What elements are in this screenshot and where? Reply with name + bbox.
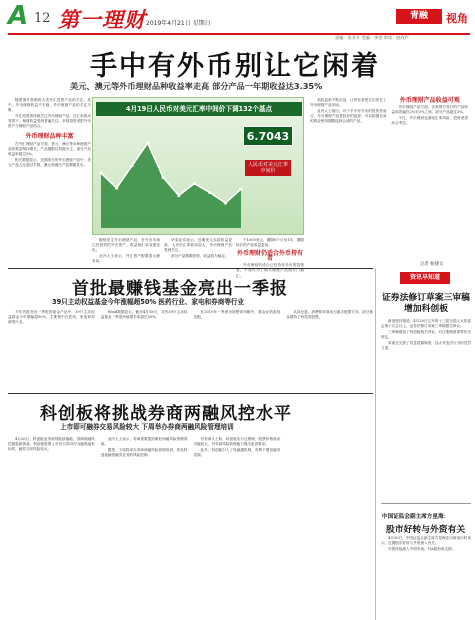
sidebar-item2-head: 股市好转与外资有关 [386, 525, 466, 535]
story2-headline: 首批最赚钱基金亮出一季报 [72, 279, 288, 299]
rate-point-8 [224, 201, 227, 204]
sidebar-item1-head: 证券法修订草案三审稿增加科创板 [382, 293, 470, 314]
rate-point-5 [177, 194, 180, 197]
exchange-rate-chart [92, 97, 304, 235]
sub-label-2: 外币理财产品收益可观 [399, 97, 460, 104]
paper-name: 第一理财 [58, 8, 146, 32]
editors-line: 责编：张亚升 美编：李莹 审读：赵欣严 [335, 35, 409, 40]
lead-col-a: 顺势发生外币理财产品，在外币市场已经投资的外币资产，收益和汇率双重变化。 业内人士表示，外汇资产配置需合理布局。 [92, 238, 160, 264]
sidebar-item2-body: 4月20日，中国证监会副主席方星海在出席论坛时表示，近期股市好转与外资流入有关。 外资持续流入中国市场，对A股形成支撑。 [381, 536, 471, 552]
lead-col-c: 于1000美元，期限6个月至1年，期限较长的产品收益更高。 外币理财仍适合外币持有者 外币理财仍适合已经持有外币的投资者，不建议为了购买理财产品而专门换汇。 [236, 238, 304, 278]
story3-body: 4月20日，科创板业务规则陆续落地，券商两融风控面临新挑战。科创板股票上市首日即可作为融资融券标的，融券交易风险较大。 业内人士表示，券商需要提前做好两融风险管理准备。 据悉，下周将举办券商两融风险管理培训，涉及科创板融资融券业务的风险控制。 有券商人士称，科创板实行注册制，股票价格波动可能较大，对券商风险管理能力提出更高要求。 此外，科创板引入了转融通机制，有利于增加融券券源。 [8, 437, 281, 458]
price-box: 6.7043 [243, 126, 293, 146]
lead-byline: 记者 杨捷文 [420, 262, 444, 267]
rate-point-4 [162, 176, 165, 179]
rate-point-6 [193, 182, 196, 185]
issue-date: 2019年4月21日 星期日 [146, 20, 211, 27]
chart-caption: 人民币对美元汇率中间价 [245, 160, 291, 176]
rate-point-7 [208, 191, 211, 194]
chart-title: 4月19日人民币对美元汇率中间价下调132个基点 [96, 102, 302, 116]
lead-right-col: 品收益率不断走低，让持有者把它们放在了外币理财产品市场。 业内人士指出，对于手中有外币的投资者而言，外币理财产品是较好的选择，可以根据自身的资金使用期限选择合适的产品。 外币理财产品收益可观 外币理财产品方面，各家银行发行的产品收益率普遍在2%至3%之间，部分产品超过3%。 不过，外币理财也面临汇率风险，投资者需综合考虑。 [310, 97, 468, 126]
rate-point-9 [239, 187, 242, 190]
lead-headline: 手中有外币别让它闲着 [90, 51, 380, 82]
story3-headline: 科创板将挑战券商两融风控水平 [40, 404, 292, 424]
rate-point-0 [99, 171, 102, 174]
masthead [0, 0, 475, 32]
story2-body: 今年首批亮出一季报的基金产品中，39只主动权益基金今年涨幅超50%，主要集中在医药、家电和券商等行业。 Wind数据显示，截至4月18日，共有39只主动权益基金一季度净值增长率超过50%。 在2019年一季度市场整体回暖中，基金业绩表现亮眼。 从持仓看，消费和券商成为重点配置方向，部分基金增持了科技类股票。 [8, 310, 373, 325]
rate-point-3 [146, 141, 149, 144]
lead-col-b: 华泰证券表示，近期美元存款收益更高，人民币汇率波动加大，外币理财产品受到关注。 部分产品期限较短，收益较为稳定。 [164, 238, 232, 259]
sub-label-3: 外币理财仍适合外币持有者 [236, 250, 303, 263]
rate-point-2 [131, 164, 134, 167]
story3-subhead: 上市即可融券交易风险较大 下周举办券商两融风险管理培训 [60, 423, 234, 431]
story2-subhead: 39只主动权益基金今年涨幅超50% 医药行业、家电和券商等行业 [52, 298, 245, 306]
sidebar-item2-kicker: 中国证监会副主席方星海： [382, 514, 450, 520]
sidebar-tag: 资讯早知道 [400, 272, 450, 284]
lead-intro: 随着境外资源的大类外汇投资产品的关注。其中，外币理财收益不平稳，外币理财产品的关注不断。 外汇投资者持续关注外币理财产品，在汇率波动背景下，理财收益受到普遍关注，多数投资者把外币资产与理财产品结合。 外币理财品种丰富 在外汇理财产品方面，美元、澳元等币种理财产品的数量保持增长，产品期限以短期为主，部分产品收益率超过3%。 相关数据显示，近期发行的外币理财产品中，美元产品占比超过半数，澳元和港币产品紧随其后。 [8, 98, 91, 168]
section-badge: 青融 [396, 9, 442, 24]
sidebar-item1-body: 新浪财经报道，4月20日召开的十三届全国人大常委会第十次会议上，证券法修订草案三审稿提交审议。 三审稿增加了科创板相关内容，对注册制改革等作出规定。 草案还完善了信息披露制度，加大对违法行为的处罚力度。 [381, 319, 471, 351]
intro-sub-label: 外币理财品种丰富 [25, 132, 74, 140]
rate-point-1 [115, 186, 118, 189]
section-logo-a: A [8, 1, 29, 31]
section-name: 视角 [446, 12, 468, 25]
page-number: 12 [34, 11, 51, 26]
lead-subhead: 美元、澳元等外币理财品种收益率走高 部分产品一年期收益达3.35% [70, 81, 323, 91]
